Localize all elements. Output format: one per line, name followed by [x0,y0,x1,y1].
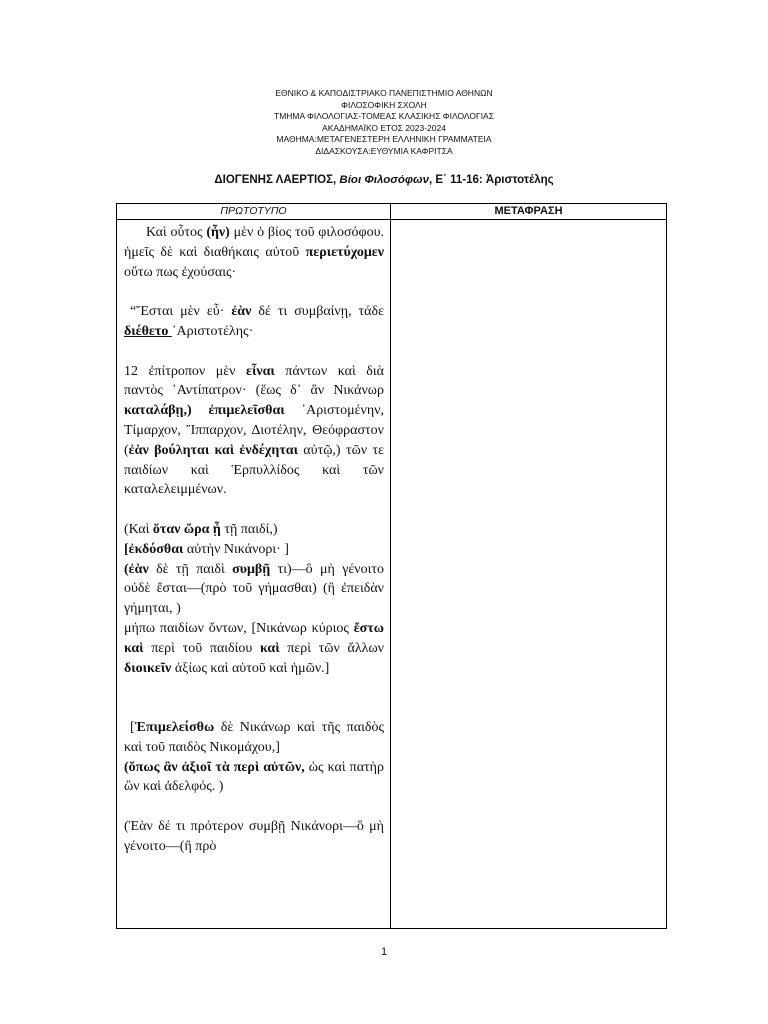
paragraph-4c: (ἐὰν δὲ τῇ παιδὶ συμβῇ τι)—ὃ μὴ γένοιτο οὐδὲ ἔσται—(πρὸ τοῦ γήμασθαι) (ἢ ἐπειδὰν γήμηται, ) [124,561,384,617]
table-header-row [117,204,667,220]
paragraph-3: 12 ἐπίτροπον μὲν εἶναι πάντων καὶ διὰ παντὸς ᾿Αντίπατρον· (ἕως δ᾿ ἂν Νικάνωρ καταλάβῃ,) ἐπιμελεῖσθαι ᾿Αριστομένην, Τίμαρχον, Ἵππαρχον, Διοτέλην, Θεόφραστον (ἐὰν βούληται καὶ ἐνδέχηται αὐτῷ,) τῶν τε παιδίων καὶ Ἑρπυλλίδος καὶ τῶν καταλελειμμένων. [124,363,384,498]
original-text-cell [117,220,391,929]
page-number: 1 [380,946,388,958]
paragraph-4a: (Καὶ ὅταν ὥρα ᾖ τῇ παιδί,) [124,521,278,537]
title-work: Βίοι Φιλοσόφων [339,174,429,186]
paragraph-4d: μήπω παιδίων ὄντων, [Νικάνωρ κύριος ἔστω καὶ περὶ τοῦ παιδίου καὶ περὶ τῶν ἄλλων διοικεῖν ἀξίως καὶ αὑτοῦ καὶ ἡμῶν.] [124,620,384,676]
table-body-row [117,220,667,929]
document-title [0,174,768,186]
title-rest: , Ε΄ 11-16: Ἀριστοτέλης [429,174,554,186]
header-university: ΕΘΝΙΚΟ & ΚΑΠΟΔΙΣΤΡΙΑΚΟ ΠΑΝΕΠΙΣΤΗΜΙΟ ΑΘΗΝΩΝ [275,88,493,98]
header-instructor: ΔΙΔΑΣΚΟΥΣΑ:ΕΥΘΥΜΙΑ ΚΑΦΡΙΤΣΑ [315,145,453,156]
header-course: ΜΑΘΗΜΑ:ΜΕΤΑΓΕΝΕΣΤΕΡΗ ΕΛΛΗΝΙΚΗ ΓΡΑΜΜΑΤΕΙΑ [276,134,492,144]
paragraph-5a: [Ἐπιμελείσθω δὲ Νικάνωρ καὶ τῆς παιδὸς καὶ τοῦ παιδὸς Νικομάχου,] [124,719,384,755]
paragraph-1: Καὶ οὗτος (ἦν) μὲν ὁ βίος τοῦ φιλοσόφου. ἡμεῖς δὲ καὶ διαθήκαις αὐτοῦ περιετύχομεν οὕτω πως ἐχούσαις· [124,225,385,280]
paragraph-6: (Ἐὰν δέ τι πρότερον συμβῇ Νικάνορι—ὃ μὴ γένοιτο—(ἢ πρὸ [124,818,384,854]
header-academic-year: ΑΚΑΔΗΜΑΪΚΟ ΕΤΟΣ 2023-2024 [322,122,446,133]
header-department: ΤΜΗΜΑ ΦΙΛΟΛΟΓΙΑΣ-ΤΟΜΕΑΣ ΚΛΑΣΙΚΗΣ ΦΙΛΟΛΟΓΙΑΣ [274,111,494,121]
paragraph-2: “Ἔσται μὲν εὖ· ἐὰν δέ τι συμβαίνῃ, τάδε διέθετο ᾿Αριστοτέλης· [124,304,384,339]
paragraph-5b: (ὅπως ἂν ἀξιοῖ τὰ περὶ αὐτῶν, ὡς καὶ πατὴρ ὢν καὶ ἀδελφός. ) [124,759,384,795]
translation-cell[interactable] [391,220,667,929]
header-school: ΦΙΛΟΣΟΦΙΚΗ ΣΧΟΛΗ [341,99,427,110]
column-header-original: ΠΡΩΤΟΤΥΠΟ [117,204,391,220]
text-table [116,203,667,929]
title-author: ΔΙΟΓΕΝΗΣ ΛΑΕΡΤΙΟΣ, [214,174,340,186]
paragraph-4b: [ἐκδόσθαι αὐτὴν Νικάνορι· ] [124,541,289,557]
document-header [0,88,768,157]
column-header-translation: ΜΕΤΑΦΡΑΣΗ [391,204,667,220]
greek-text [117,220,390,857]
